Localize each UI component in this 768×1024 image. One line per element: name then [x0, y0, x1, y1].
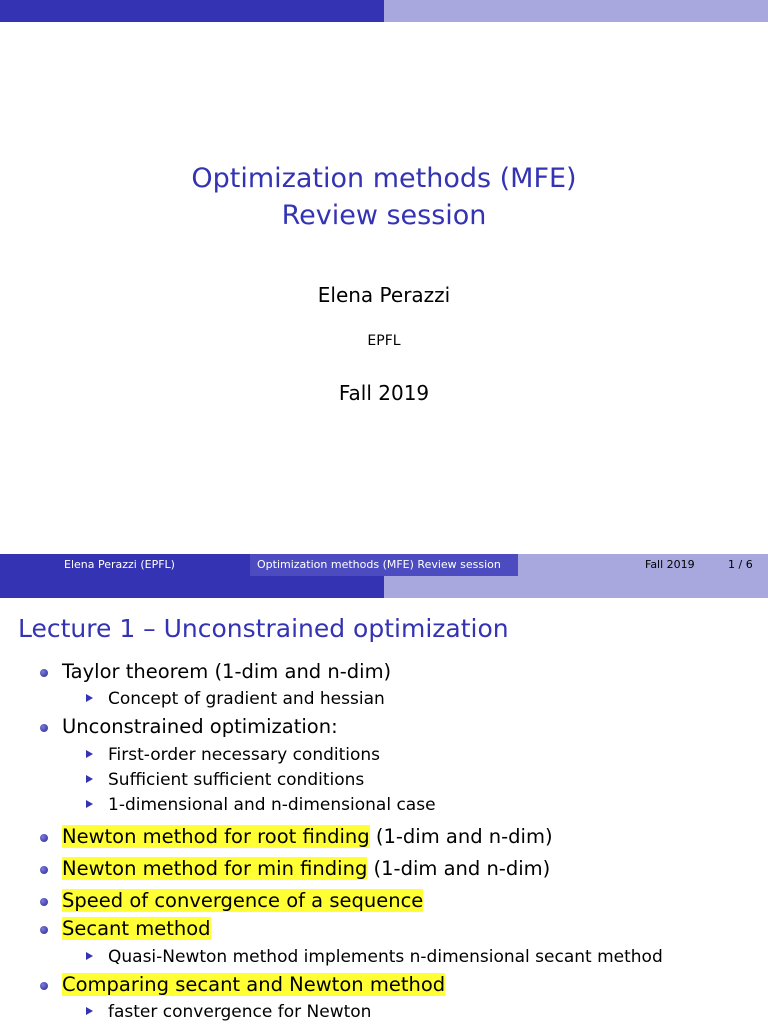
list-item-text: Unconstrained optimization: — [62, 715, 338, 738]
date: Fall 2019 — [338, 381, 430, 405]
footline — [0, 554, 768, 576]
triangle-bullet-icon — [86, 800, 93, 808]
sub-list-item-text: Sufficient sufficient conditions — [108, 770, 365, 790]
triangle-bullet-icon — [86, 750, 93, 758]
sub-list-item — [108, 1002, 371, 1022]
footline-date: Fall 2019 — [645, 558, 695, 571]
sub-list-item-text: First-order necessary conditions — [108, 745, 381, 765]
ball-bullet-icon — [40, 982, 48, 990]
triangle-bullet-icon — [86, 694, 93, 702]
ball-bullet-icon — [40, 926, 48, 934]
title-page — [0, 160, 768, 234]
ball-bullet-icon — [40, 898, 48, 906]
sub-list-item — [108, 745, 380, 765]
highlighted-text: Newton method for min finding — [62, 857, 368, 880]
header-bar-light — [384, 0, 768, 22]
list-item — [62, 660, 391, 683]
sub-list-item-text: faster convergence for Newton — [108, 1002, 372, 1022]
presentation-subtitle: Review session — [281, 200, 487, 231]
sub-list-item — [108, 795, 436, 815]
ball-bullet-icon — [40, 866, 48, 874]
triangle-bullet-icon — [86, 775, 93, 783]
ball-bullet-icon — [40, 834, 48, 842]
ball-bullet-icon — [40, 669, 48, 677]
presentation-title: Optimization methods (MFE) — [191, 163, 577, 194]
highlighted-text: Newton method for root finding — [62, 825, 370, 848]
footline-author-box — [0, 554, 250, 576]
list-item — [62, 917, 211, 940]
footline-title-box — [250, 554, 518, 576]
footline-author: Elena Perazzi (EPFL) — [64, 558, 175, 571]
header-bar-light-2 — [384, 576, 768, 598]
sub-list-item-text: 1-dimensional and n-dimensional case — [108, 795, 436, 815]
list-item — [62, 973, 445, 996]
sub-list-item — [108, 689, 385, 709]
header-bar-dark — [0, 0, 384, 22]
list-item — [62, 715, 338, 738]
list-item — [62, 825, 553, 848]
sub-list-item-text: Concept of gradient and hessian — [108, 689, 385, 709]
sub-list-item-text: Quasi-Newton method implements n-dimensional secant method — [108, 947, 663, 967]
sub-list-item — [108, 770, 364, 790]
institute: EPFL — [367, 333, 401, 349]
list-item — [62, 889, 423, 912]
ball-bullet-icon — [40, 724, 48, 732]
footline-page-number: 1 / 6 — [728, 558, 753, 571]
triangle-bullet-icon — [86, 1007, 93, 1015]
highlighted-text: Secant method — [62, 917, 211, 940]
highlighted-text: Speed of convergence of a sequence — [62, 889, 424, 912]
frame-title: Lecture 1 – Unconstrained optimization — [18, 614, 509, 643]
header-bar-dark-2 — [0, 576, 384, 598]
footline-title: Optimization methods (MFE) Review session — [257, 558, 501, 571]
list-item-text: (1-dim and n-dim) — [367, 857, 551, 880]
list-item — [62, 857, 550, 880]
triangle-bullet-icon — [86, 952, 93, 960]
author: Elena Perazzi — [317, 283, 451, 307]
list-item-text: Taylor theorem (1-dim and n-dim) — [62, 660, 392, 683]
sub-list-item — [108, 947, 663, 967]
highlighted-text: Comparing secant and Newton method — [62, 973, 446, 996]
list-item-text: (1-dim and n-dim) — [369, 825, 553, 848]
footline-date-box — [518, 554, 768, 576]
